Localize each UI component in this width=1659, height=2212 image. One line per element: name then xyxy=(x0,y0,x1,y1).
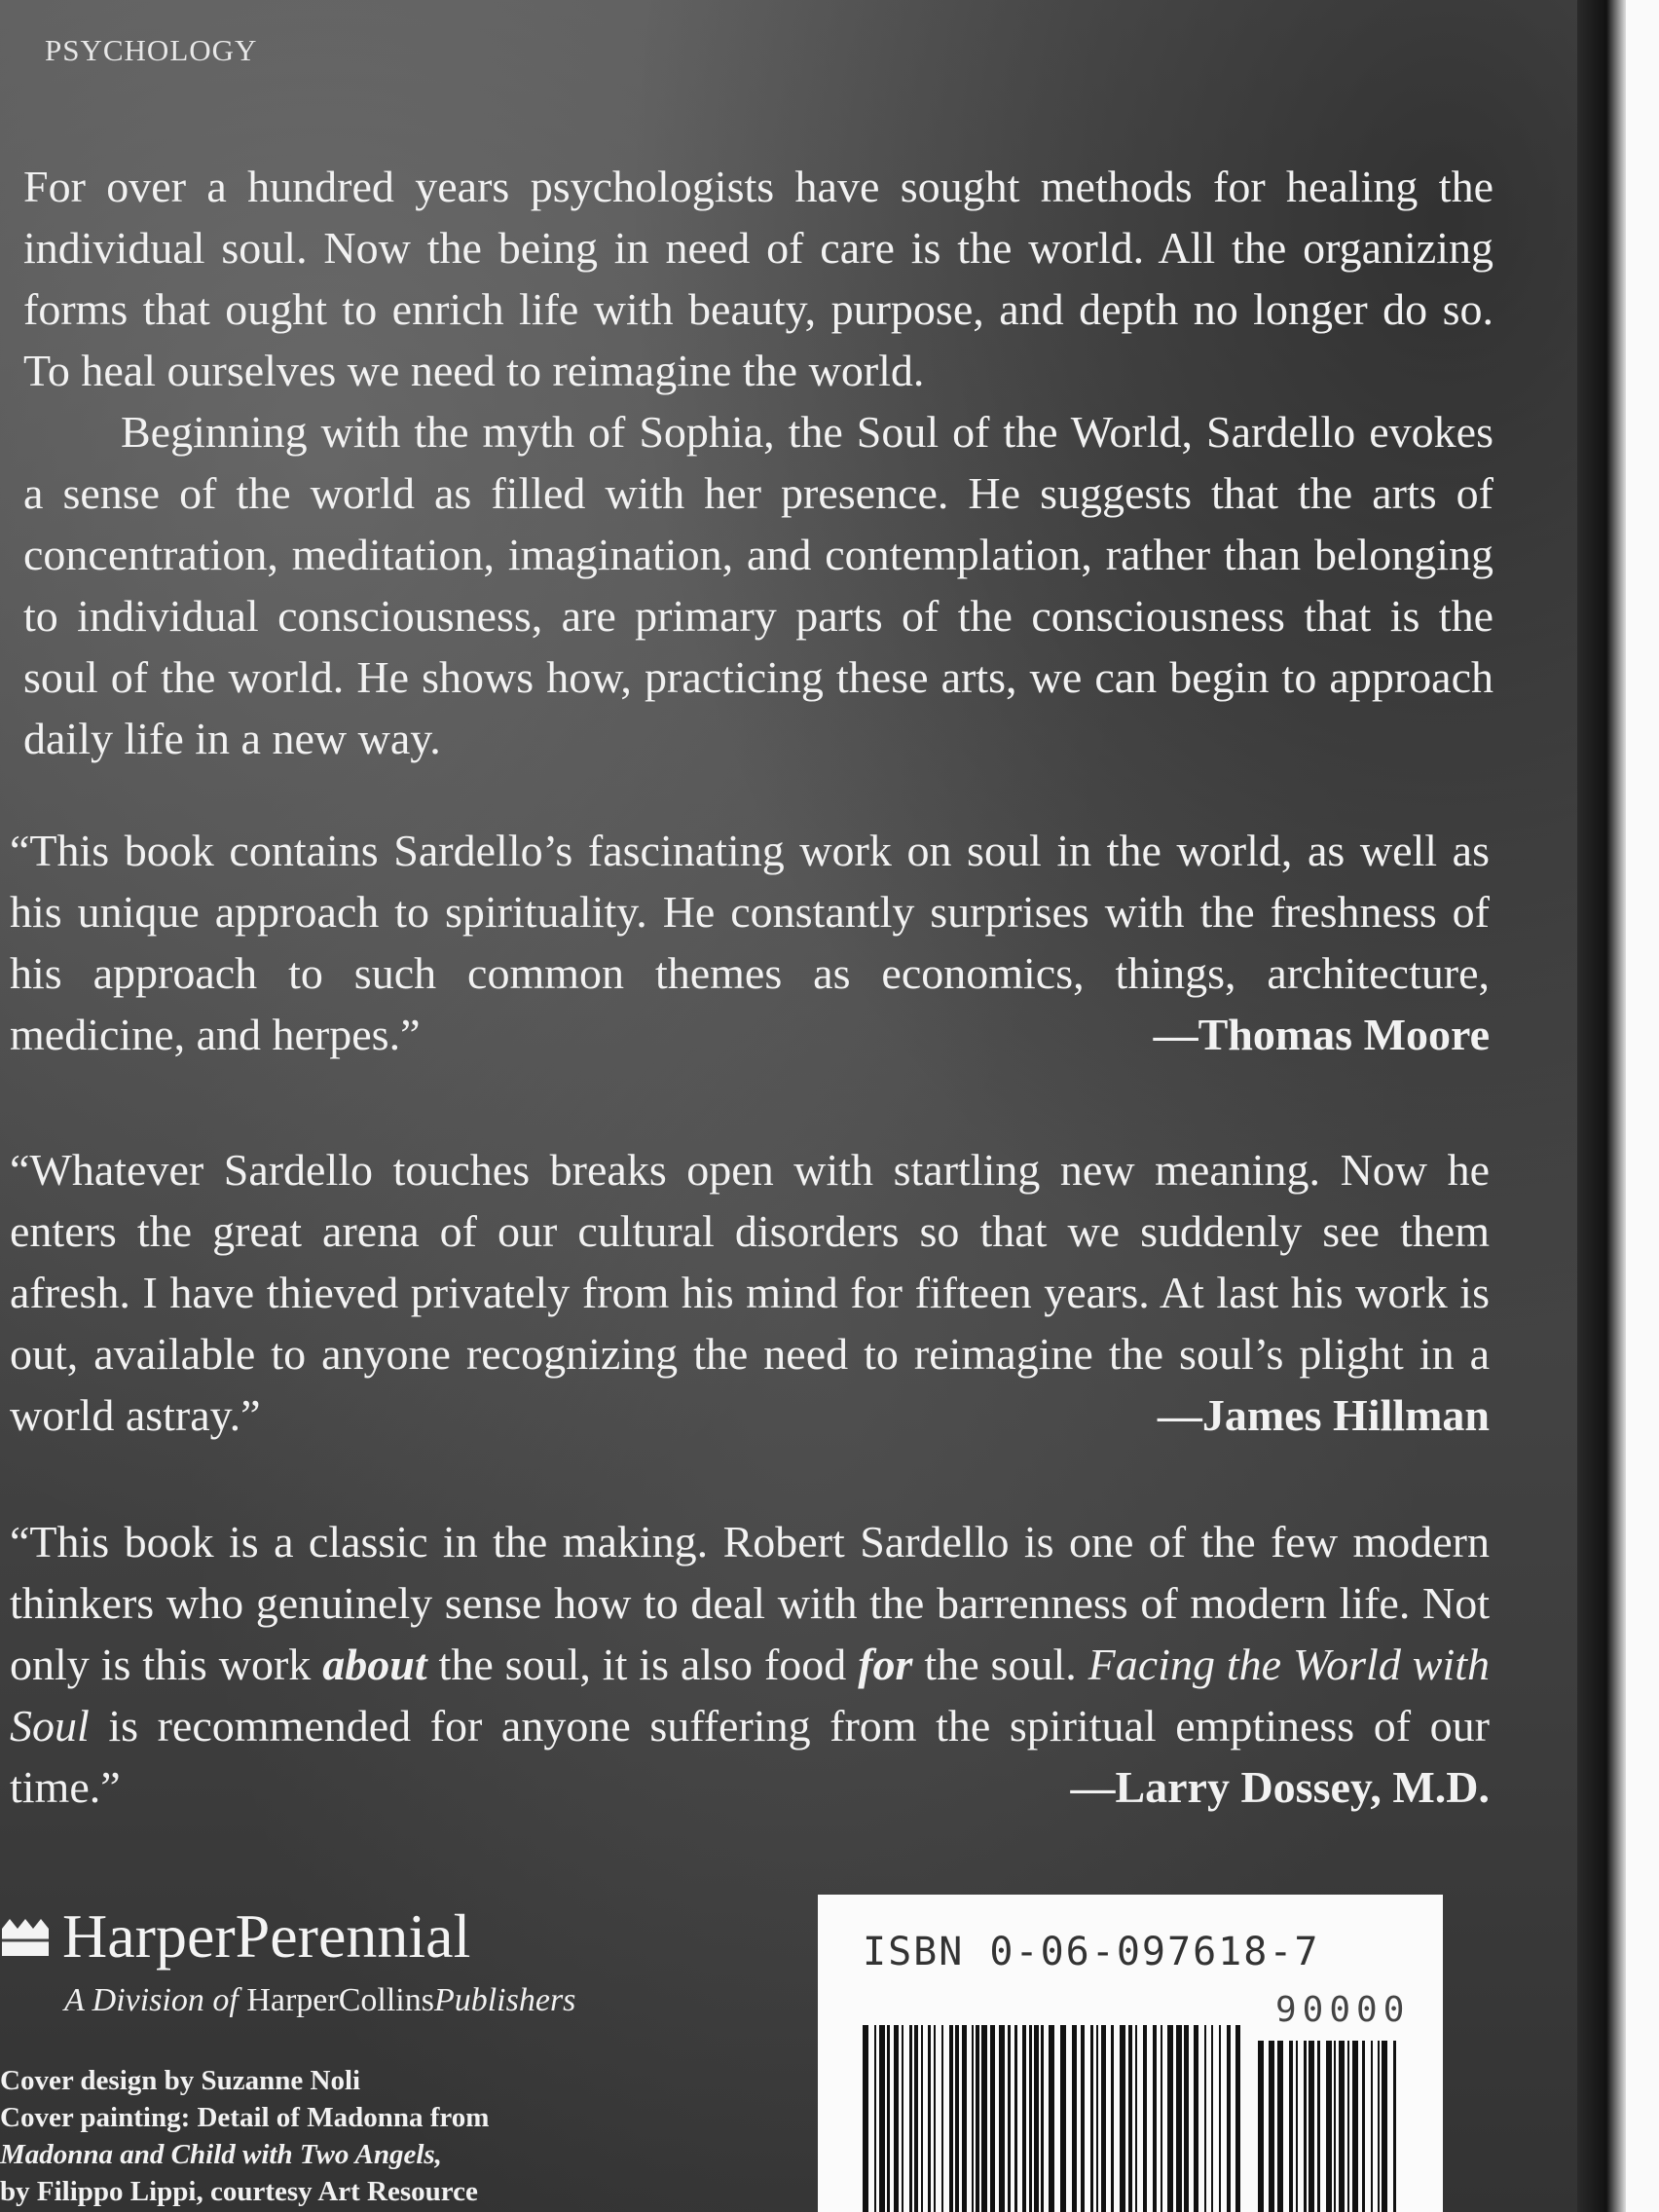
credit-line: Cover design by Suzanne Noli xyxy=(0,2065,361,2096)
endorsement-text: “This book contains Sardello’s fascinating work on soul in the world, as well as his unique approach to spirituality. He constantly surprises with the freshness of his approach to such common themes as economics, things, architecture, medicine, and herpes.” xyxy=(10,826,1490,1059)
endorsement-james-hillman xyxy=(10,1139,1490,1446)
barcode-addon-bars-icon xyxy=(1258,2041,1404,2212)
description-paragraph-1: For over a hundred years psychologists have sought methods for healing the individual soul. Now the being in need of care is the world. All the organizing forms that ought to enrich life with beauty, purpose, and depth no longer do so. To heal ourselves we need to reimagine the world. xyxy=(23,162,1493,395)
isbn-barcode xyxy=(818,1895,1443,2212)
publisher-imprint xyxy=(0,1900,470,1972)
endorsement-text: “Whatever Sardello touches breaks open with startling new meaning. Now he enters the great arena of our cultural disorders so that we suddenly see them afresh. I have thieved privately from his mind for fifteen years. At last his work is out, available to anyone recognizing the need to reimagine the soul’s plight in a world astray.” xyxy=(10,1145,1490,1440)
credit-line: Cover painting: Detail of Madonna from xyxy=(0,2102,490,2133)
description-paragraph-2: Beginning with the myth of Sophia, the Soul of the World, Sardello evokes a sense of the world as filled with her presence. He suggests that the arts of concentration, meditation, imagination, and contemplation, rather than belonging to individual consciousness, are primary parts of the consciousness that is the soul of the world. He shows how, practicing these arts, we can begin to approach daily life in a new way. xyxy=(23,407,1493,763)
publisher-name: HarperPerennial xyxy=(62,1901,471,1971)
isbn-number: ISBN 0-06-097618-7 xyxy=(863,1930,1320,1974)
endorsement-attribution: —James Hillman xyxy=(1157,1390,1490,1440)
endorsement-attribution: —Larry Dossey, M.D. xyxy=(1070,1762,1490,1812)
credit-line: Madonna and Child with Two Angels, xyxy=(0,2139,442,2170)
endorsement-larry-dossey xyxy=(10,1511,1490,1818)
endorsement-attribution: —Thomas Moore xyxy=(1153,1010,1490,1059)
credit-line: by Filippo Lippi, courtesy Art Resource xyxy=(0,2176,478,2207)
book-description xyxy=(23,156,1493,769)
cover-credits xyxy=(0,2062,489,2210)
page-edge xyxy=(1577,0,1626,2212)
publisher-logo-icon xyxy=(0,1915,51,1958)
publisher-division: A Division of HarperCollinsPublishers xyxy=(64,1982,576,2018)
endorsement-text: “This book is a classic in the making. Robert Sardello is one of the few modern thinkers who genuinely sense how to deal with the barrenness of modern life. Not only is this work about the soul, it is also food for the soul. Facing the World with Soul is recommended for anyone suffering from the spiritual emptiness of our time.” xyxy=(10,1517,1491,1812)
barcode-bars-icon xyxy=(863,2025,1242,2212)
category-label: PSYCHOLOGY xyxy=(45,33,258,67)
endorsement-thomas-moore xyxy=(10,820,1490,1065)
price-code: 90000 xyxy=(1275,1990,1411,2030)
